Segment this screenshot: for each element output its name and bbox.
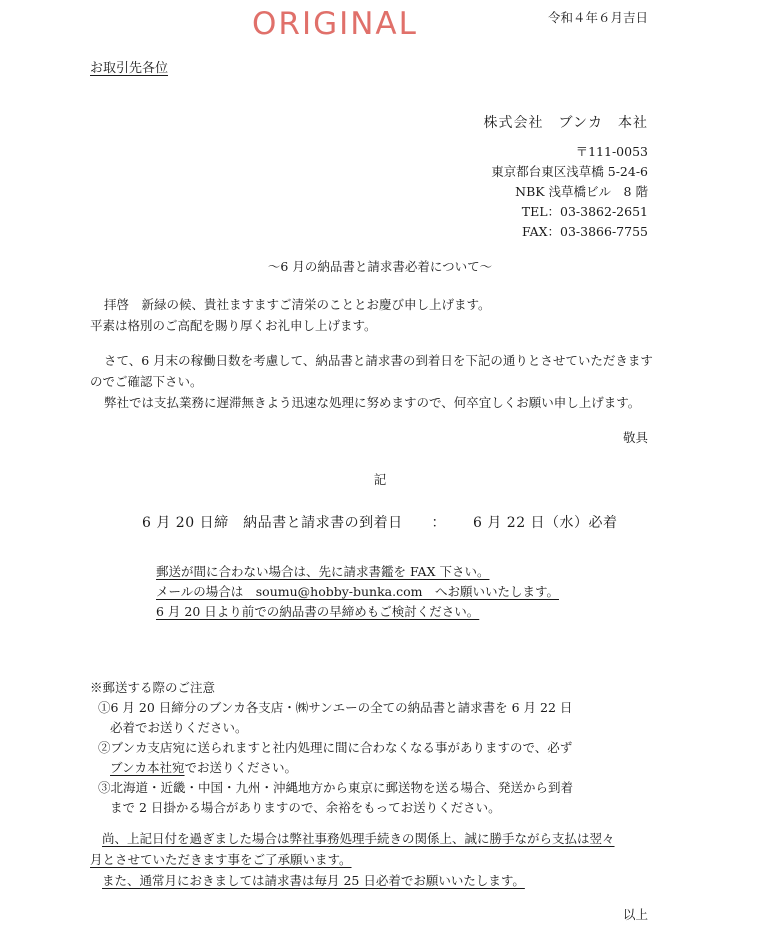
closing-block (90, 828, 670, 891)
note-email: メールの場合は soumu@hobby-bunka.com へお願いいたします。 (156, 584, 559, 599)
greeting-line1: 拝啓 新緑の候、貴社ますますご清栄のこととお慶び申し上げます。 (104, 297, 491, 312)
note-fax: 郵送が間に合わない場合は、先に請求書鑑を FAX 下さい。 (156, 564, 490, 579)
greeting-line2: 平素は格別のご高配を賜り厚くお礼申し上げます。 (90, 318, 377, 333)
issue-date: 令和４年６月吉日 (547, 10, 648, 25)
deadline-label: 6 月 20 日締 納品書と請求書の到着日 (142, 515, 403, 531)
sender-postal: 〒111-0053 (575, 144, 648, 159)
sender-company: 株式会社 ブンカ 本社 (483, 115, 648, 131)
body-paragraph-2: 弊社では支払業務に遅滞無きよう迅速な処理に努めますので、何卒宜しくお願い申し上げます。 (104, 395, 641, 410)
subject-title: ～6 月の納品書と請求書必着について～ (267, 259, 493, 274)
caution-item-2: ②ブンカ支店宛に送られますと社内処理に間に合わなくなる事がありますので、必ず (98, 740, 573, 755)
sender-address-block (491, 142, 648, 242)
caution-item-3-cont: まで 2 日掛かる場合がありますので、余裕をもってお送りください。 (110, 800, 501, 815)
ki-heading: 記 (373, 472, 387, 487)
greeting (90, 294, 662, 336)
deadline-line (142, 512, 618, 532)
closing-line1: 尚、上記日付を過ぎました場合は弊社事務処理手続きの関係上、誠に勝手ながら支払は翌々 (102, 831, 615, 846)
caution-item-3: ③北海道・近畿・中国・九州・沖縄地方から東京に郵送物を送る場合、発送から到着 (98, 780, 574, 795)
ijo: 以上 (622, 907, 648, 922)
sender-tel: TEL：03-3862-2651 (521, 204, 648, 219)
recipient: お取引先各位 (90, 61, 169, 76)
sender-address-line2: NBK 浅草橋ビル 8 階 (515, 184, 648, 199)
closing-line3: また、通常月におきましては請求書は毎月 25 日必着でお願いいたします。 (102, 873, 525, 888)
deadline-separator: ： (431, 515, 447, 531)
sender-address-line1: 東京都台東区浅草橋 5-24-6 (491, 164, 648, 179)
closing-line2: 月とさせていただきます事をご了承願います。 (90, 852, 352, 867)
original-stamp: ORIGINAL (252, 6, 418, 42)
caution-item-1: ①6 月 20 日締分のブンカ各支店・㈱サンエーの全ての納品書と請求書を 6 月 22 日 (98, 700, 573, 715)
deadline-date: 6 月 22 日（水）必着 (472, 515, 618, 531)
caution-block (90, 678, 573, 818)
caution-item-2-tail: でお送りください。 (184, 760, 298, 775)
caution-item-2-emphasis: ブンカ本社宛 (110, 760, 185, 775)
caution-heading: ※郵送する際のご注意 (90, 680, 216, 695)
note-early-close: 6 月 20 日より前での納品書の早締めもご検討ください。 (156, 604, 480, 619)
caution-item-2-cont (90, 758, 573, 778)
body-text (90, 350, 662, 413)
body-paragraph-1: さて、6 月末の稼働日数を考慮して、納品書と請求書の到着日を下記の通りとさせていただきますのでご確認下さい。 (90, 353, 653, 389)
notes-block (156, 562, 559, 622)
sender-fax: FAX：03-3866-7755 (522, 224, 648, 239)
keigu: 敬具 (622, 430, 648, 445)
caution-item-1-cont: 必着でお送りください。 (110, 720, 248, 735)
